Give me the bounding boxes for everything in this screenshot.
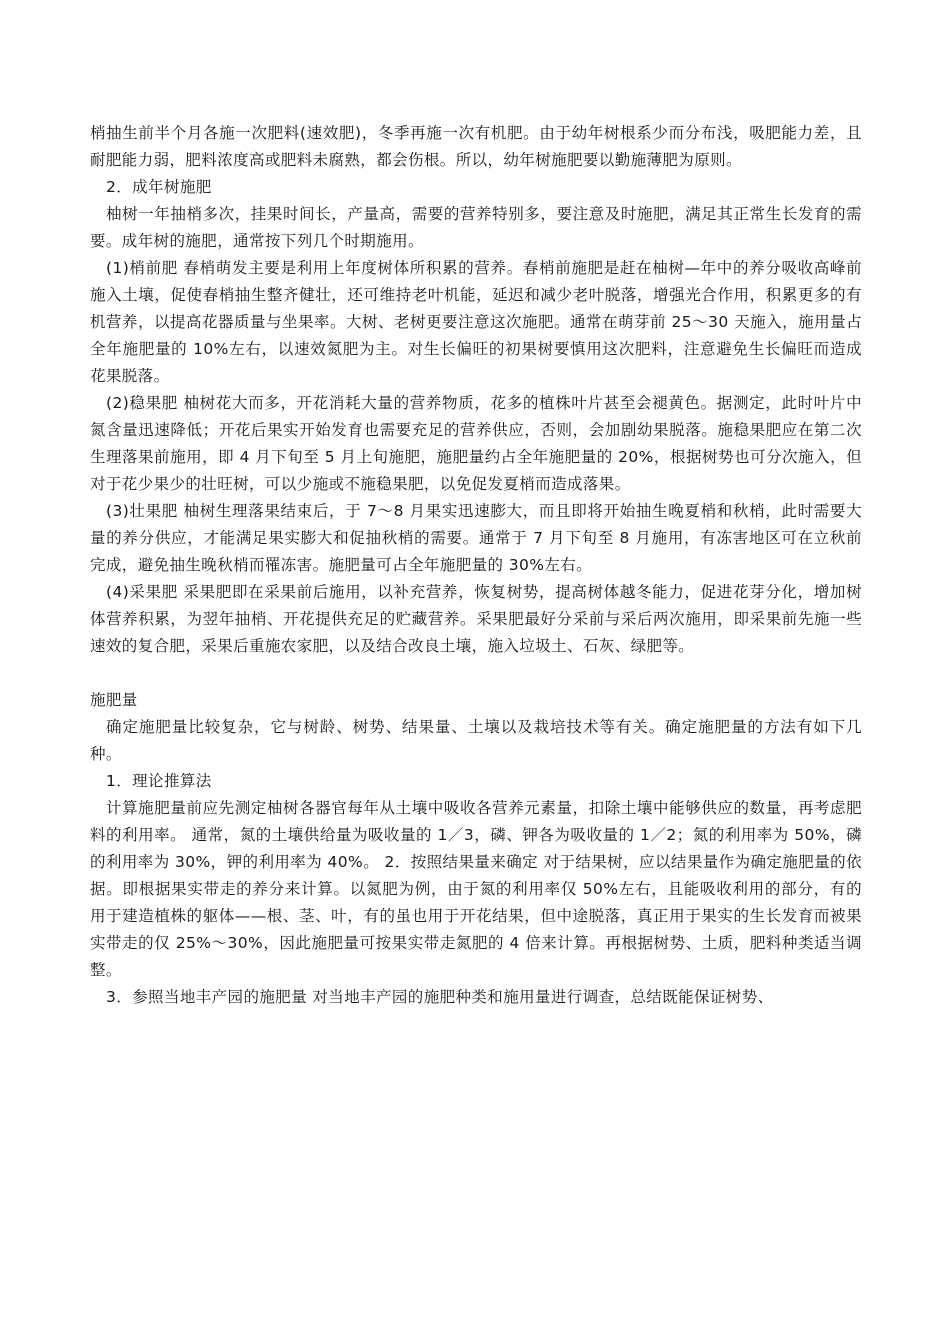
heading-theoretical-calculation: 1．理论推算法 xyxy=(106,772,212,790)
paragraph-amount-intro: 确定施肥量比较复杂，它与树龄、树势、结果量、土壤以及栽培技术等有关。确定施肥量的方法有如下几种。 xyxy=(90,718,862,763)
paragraph-post-harvest-fertilizer: (4)采果肥 采果肥即在采果前后施用，以补充营养，恢复树势，提高树体越冬能力，促进花芽分化，增加树体营养积累，为翌年抽梢、开花提供充足的贮藏营养。采果肥最好分采前与采后两次施用，即采果前先施一些速效的复合肥，采果后重施农家肥，以及结合改良土壤，施入垃圾土、石灰、绿肥等。 xyxy=(90,583,862,655)
paragraph-local-high-yield-reference: 3．参照当地丰产园的施肥量 对当地丰产园的施肥种类和施用量进行调查，总结既能保证树势、 xyxy=(106,988,774,1006)
paragraph-adult-tree-intro: 柚树一年抽梢多次，挂果时间长，产量高，需要的营养特别多，要注意及时施肥，满足其正常生长发育的需要。成年树的施肥，通常按下列几个时期施用。 xyxy=(90,205,862,250)
paragraph-theoretical-calculation: 计算施肥量前应先测定柚树各器官每年从土壤中吸收各营养元素量，扣除土壤中能够供应的数量，再考虑肥料的利用率。 通常，氮的土壤供给量为吸收量的 1／3，磷、钾各为吸收量的 1／2；氮的利用率为 50%，磷的利用率为 30%，钾的利用率为 40%。 2．按照结果量来确定 对于结果树，应以结果量作为确定施肥量的依据。即根据果实带走的养分来计算。以氮肥为例，由于氮的利用率仅 50%左右，且能吸收利用的部分，有的用于建造植株的躯体——根、茎、叶，有的虽也用于开花结果，但中途脱落，真正用于果实的生长发育而被果实带走的仅 25%～30%，因此施肥量可按果实带走氮肥的 4 倍来计算。再根据树势、土质，肥料种类适当调整。 xyxy=(90,799,862,979)
heading-fertilizer-amount: 施肥量 xyxy=(90,691,138,709)
paragraph-gap xyxy=(90,660,862,687)
paragraph-fruit-swelling-fertilizer: (3)壮果肥 柚树生理落果结束后，于 7～8 月果实迅速膨大，而且即将开始抽生晚夏梢和秋梢，此时需要大量的养分供应，才能满足果实膨大和促抽秋梢的需要。通常于 7 月下旬至 8 月施用，有冻害地区可在立秋前完成，避免抽生晚秋梢而罹冻害。施肥量可占全年施肥量的 30%左右。 xyxy=(90,502,862,574)
paragraph-pre-shoot-fertilizer: (1)梢前肥 春梢萌发主要是利用上年度树体所积累的营养。春梢前施肥是赶在柚树—年中的养分吸收高峰前施入土壤，促使春梢抽生整齐健壮，还可维持老叶机能，延迟和减少老叶脱落，增强光合作用，积累更多的有机营养，以提高花器质量与坐果率。大树、老树更要注意这次施肥。通常在萌芽前 25～30 天施入，施用量占全年施肥量的 10%左右，以速效氮肥为主。对生长偏旺的初果树要慎用这次肥料，注意避免生长偏旺而造成花果脱落。 xyxy=(90,259,862,385)
paragraph-fruit-setting-fertilizer: (2)稳果肥 柚树花大而多，开花消耗大量的营养物质，花多的植株叶片甚至会褪黄色。据测定，此时叶片中氮含量迅速降低；开花后果实开始发育也需要充足的营养供应，否则，会加剧幼果脱落。施稳果肥应在第二次生理落果前施用，即 4 月下旬至 5 月上旬施肥，施肥量约占全年施肥量的 20%，根据树势也可分次施入，但对于花少果少的壮旺树，可以少施或不施稳果肥，以免促发夏梢而造成落果。 xyxy=(90,394,862,493)
heading-adult-tree-fertilizing: 2．成年树施肥 xyxy=(106,178,212,196)
paragraph-young-tree-fertilizing: 梢抽生前半个月各施一次肥料(速效肥)，冬季再施一次有机肥。由于幼年树根系少而分布浅，吸肥能力差，且耐肥能力弱，肥料浓度高或肥料未腐熟，都会伤根。所以，幼年树施肥要以勤施薄肥为原则。 xyxy=(90,124,862,169)
document-page xyxy=(90,120,862,1011)
